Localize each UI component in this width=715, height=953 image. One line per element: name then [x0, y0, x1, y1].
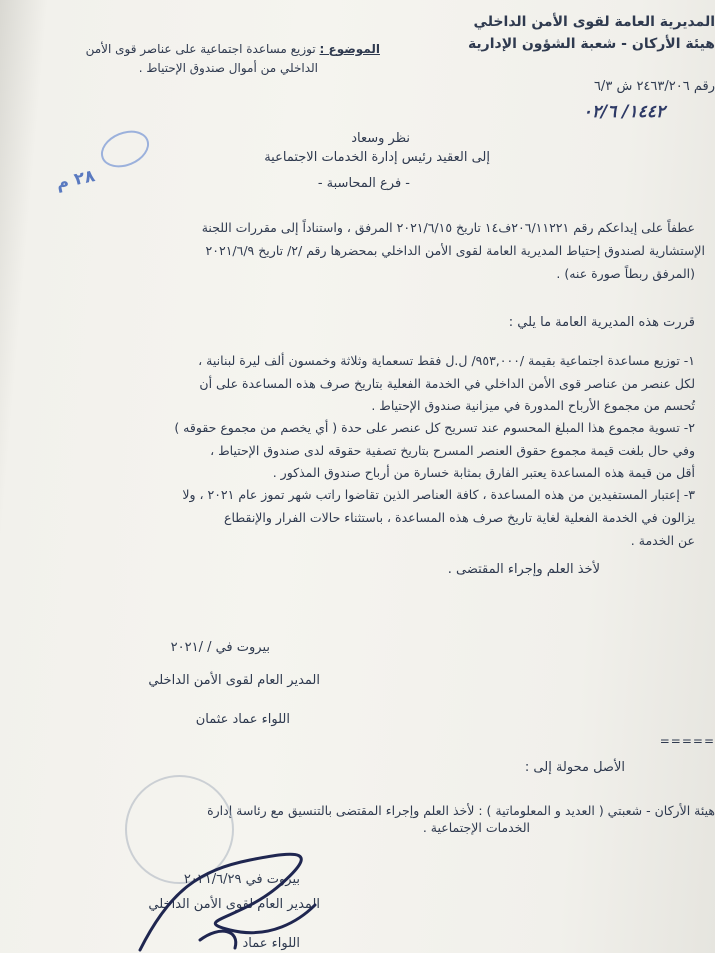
item3-line-2: يزالون في الخدمة الفعلية لغاية تاريخ صرف هذه المساعدة ، باستثناء حالات الفرار والإنقطاع [223, 510, 695, 525]
stamp-handwriting: ٢٨ م [54, 166, 97, 194]
item2-line-1: ٢- تسوية مجموع هذا المبلغ المحسوم عند تسريح كل عنصر على حدة ( أي يخصم من مجموع حقوقه ) [174, 420, 695, 435]
org-line-2: هيئة الأركان - شعبة الشؤون الإدارية [467, 36, 715, 52]
addressee-line-1: نظر وسعاد [351, 131, 410, 146]
handwritten-date: ١٤٤٢/ ٠٢/٦ [582, 102, 665, 122]
addressee-line-2: إلى العقيد رئيس إدارة الخدمات الاجتماعية [264, 150, 490, 165]
para1-line-2: الإستشارية لصندوق إحتياط المديرية العامة لقوى الأمن الداخلي بمحضرها رقم /٢/ تاريخ ٢٠٢١/٦/٩ [205, 243, 705, 258]
item1-line-3: تُحسم من مجموع الأرباح المدورة في ميزانية صندوق الإحتياط . [371, 398, 695, 413]
addressee-line-3: - فرع المحاسبة - [317, 176, 410, 191]
copy-line-1: هيئة الأركان - شعبتي ( العديد و المعلوماتية ) : لأخذ العلم وإجراء المقتضى بالتنسيق مع رئاسة إدارة [207, 803, 715, 818]
org-line-1: المديرية العامة لقوى الأمن الداخلي [473, 14, 715, 30]
subject-text: توزيع مساعدة اجتماعية على عناصر قوى الأمن [85, 42, 316, 56]
item2-line-3: أقل من قيمة هذه المساعدة يعتبر الفارق بمثابة خسارة من أرباح صندوق المذكور . [272, 465, 695, 480]
item1-line-2: لكل عنصر من عناصر قوى الأمن الداخلي في الخدمة الفعلية بتاريخ صرف هذه المساعدة على أن [199, 376, 695, 391]
item3-line-3: عن الخدمة . [630, 533, 695, 548]
handwritten-signature [130, 830, 330, 953]
signature-name: اللواء عماد عثمان [195, 712, 290, 727]
signature-place-date: بيروت في / /٢٠٢١ [170, 640, 270, 655]
footer-name: اللواء عماد [242, 936, 300, 951]
signature-title: المدير العام لقوى الأمن الداخلي [148, 673, 320, 688]
item3-line-1: ٣- إعتبار المستفيدين من هذه المساعدة ، كافة العناصر الذين تقاضوا راتب شهر تموز عام ٢٠٢١ ، ولا [182, 487, 695, 502]
subject-text-2: الداخلي من أموال صندوق الإحتياط . [138, 61, 318, 75]
footer-place-date: بيروت في ٢٠٢١/٦/٢٩ [183, 872, 300, 887]
copy-to-label: الأصل محولة إلى : [524, 760, 625, 775]
item2-line-2: وفي حال بلغت قيمة مجموع حقوق العنصر المسرح بتاريخ تصفية حقوقه لدى صندوق الإحتياط ، [210, 443, 695, 458]
subject-line [50, 41, 380, 57]
decided-line: قررت هذه المديرية العامة ما يلي : [508, 315, 695, 330]
closing-line: لأخذ العلم وإجراء المقتضى . [447, 562, 600, 577]
received-stamp [95, 124, 154, 174]
separator: ===== [659, 734, 715, 748]
subject-label: الموضوع : [319, 42, 380, 56]
para1-line-1: عطفاً على إيداعكم رقم ٢٠٦/١١٢٢١ف١٤ تاريخ ٢٠٢١/٦/١٥ المرفق ، واستناداً إلى مقررات اللجنة [201, 220, 695, 235]
copy-line-2: الخدمات الإجتماعية . [422, 820, 530, 835]
para1-line-3: (المرفق ربطاً صورة عنه) . [556, 266, 695, 281]
item1-line-1: ١- توزيع مساعدة اجتماعية بقيمة /٩٥٣,٠٠٠/ ل.ل فقط تسعماية وثلاثة وخمسون ألف ليرة لبنانية ، [198, 353, 695, 368]
reference-number: رقم ٢٤٦٣/٢٠٦ ش ٦/٣ [593, 79, 715, 94]
footer-title: المدير العام لقوى الأمن الداخلي [148, 897, 320, 912]
